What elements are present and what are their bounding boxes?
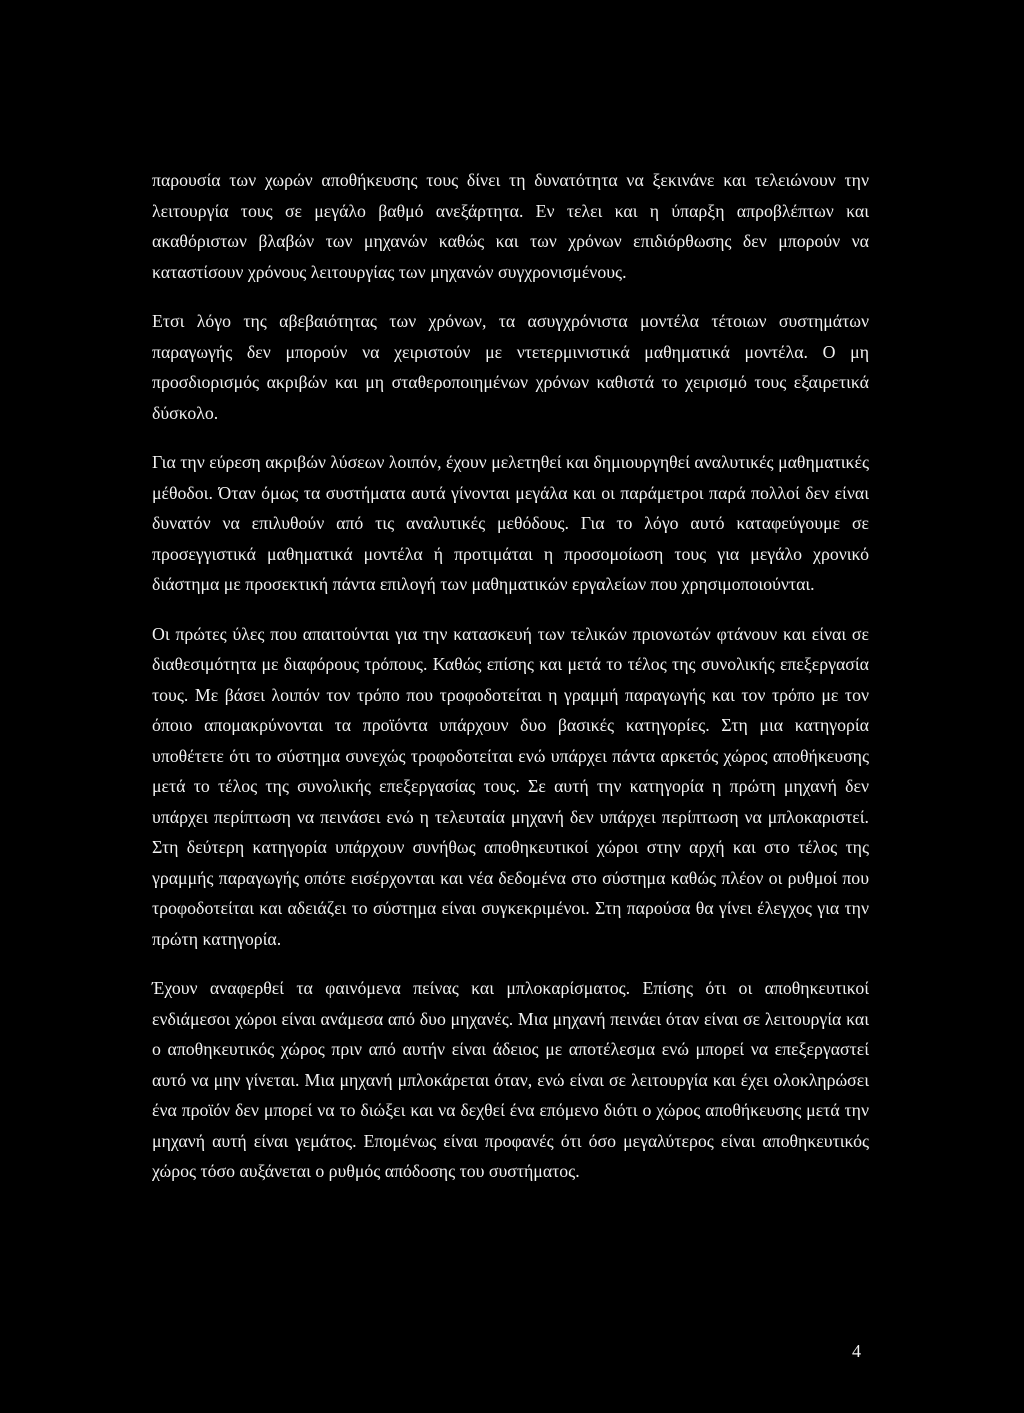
- paragraph-5: Έχουν αναφερθεί τα φαινόμενα πείνας και μπλοκαρίσματος. Επίσης ότι οι αποθηκευτικοί ενδιάμεσοι χώροι είναι ανάμεσα από δυο μηχανές. Μια μηχανή πεινάει όταν είναι σε λειτουργία και ο αποθηκευτικός χώρος πριν από αυτήν είναι άδειος με αποτέλεσμα ενώ μπορεί να επεξεργαστεί αυτό να μην γίνεται. Μια μηχανή μπλοκάρεται όταν, ενώ είναι σε λειτουργία και έχει ολοκληρώσει ένα προϊόν δεν μπορεί να το διώξει και να δεχθεί ένα επόμενο διότι ο χώρος αποθήκευσης μετά την μηχανή αυτή είναι γεμάτος. Επομένως είναι προφανές ότι όσο μεγαλύτερος είναι αποθηκευτικός χώρος τόσο αυξάνεται ο ρυθμός απόδοσης του συστήματος.: [152, 978, 869, 1181]
- page-number: 4: [852, 1341, 861, 1361]
- paragraph-3: Για την εύρεση ακριβών λύσεων λοιπόν, έχουν μελετηθεί και δημιουργηθεί αναλυτικές μαθηματικές μέθοδοι. Όταν όμως τα συστήματα αυτά γίνονται μεγάλα και οι παράμετροι παρά πολλοί δεν είναι δυνατόν να επιλυθούν από τις αναλυτικές μεθόδους. Για το λόγο αυτό καταφεύγουμε σε προσεγγιστικά μαθηματικά μοντέλα ή προτιμάται η προσομοίωση τους για μεγάλο χρονικό διάστημα με προσεκτική πάντα επιλογή των μαθηματικών εργαλείων που χρησιμοποιούνται.: [152, 452, 869, 594]
- paragraph-1: παρουσία των χωρών αποθήκευσης τους δίνει τη δυνατότητα να ξεκινάνε και τελειώνουν την λειτουργία τους σε μεγάλο βαθμό ανεξάρτητα. Εν τελει και η ύπαρξη απροβλέπτων και ακαθόριστων βλαβών των μηχανών καθώς και των χρόνων επιδιόρθωσης δεν μπορούν να καταστίσουν χρόνους λειτουργίας των μηχανών συγχρονισμένους.: [152, 170, 869, 282]
- paragraph-4: Οι πρώτες ύλες που απαιτούνται για την κατασκευή των τελικών πριονωτών φτάνουν και είναι σε διαθεσιμότητα με διαφόρους τρόπους. Καθώς επίσης και μετά το τέλος της συνολικής επεξεργασία τους. Με βάσει λοιπόν τον τρόπο που τροφοδοτείται η γραμμή παραγωγής και τον τρόπο με τον όποιο απομακρύνονται τα προϊόντα υπάρχουν δυο βασικές κατηγορίες. Στη μια κατηγορία υποθέτετε ότι το σύστημα συνεχώς τροφοδοτείται ενώ υπάρχει πάντα αρκετός χώρος αποθήκευσης μετά το τέλος της συνολικής επεξεργασίας τους. Σε αυτή την κατηγορία η πρώτη μηχανή δεν υπάρχει περίπτωση να πεινάσει ενώ η τελευταία μηχανή δεν υπάρχει περίπτωση να μπλοκαριστεί. Στη δεύτερη κατηγορία υπάρχουν συνήθως αποθηκευτικοί χώροι στην αρχή και στο τέλος της γραμμής παραγωγής οπότε εισέρχονται και νέα δεδομένα στο σύστημα καθώς πλέον οι ρυθμοί που τροφοδοτείται και αδειάζει το σύστημα είναι συγκεκριμένοι. Στη παρούσα θα γίνει έλεγχος για την πρώτη κατηγορία.: [152, 623, 869, 949]
- body-text: [152, 165, 869, 1206]
- paragraph-2: Ετσι λόγο της αβεβαιότητας των χρόνων, τα ασυγχρόνιστα μοντέλα τέτοιων συστημάτων παραγωγής δεν μπορούν να χειριστούν με ντετερμινιστικά μαθηματικά μοντέλα. Ο μη προσδιορισμός ακριβών και μη σταθεροποιημένων χρόνων καθιστά το χειρισμό τους εξαιρετικά δύσκολο.: [152, 311, 869, 423]
